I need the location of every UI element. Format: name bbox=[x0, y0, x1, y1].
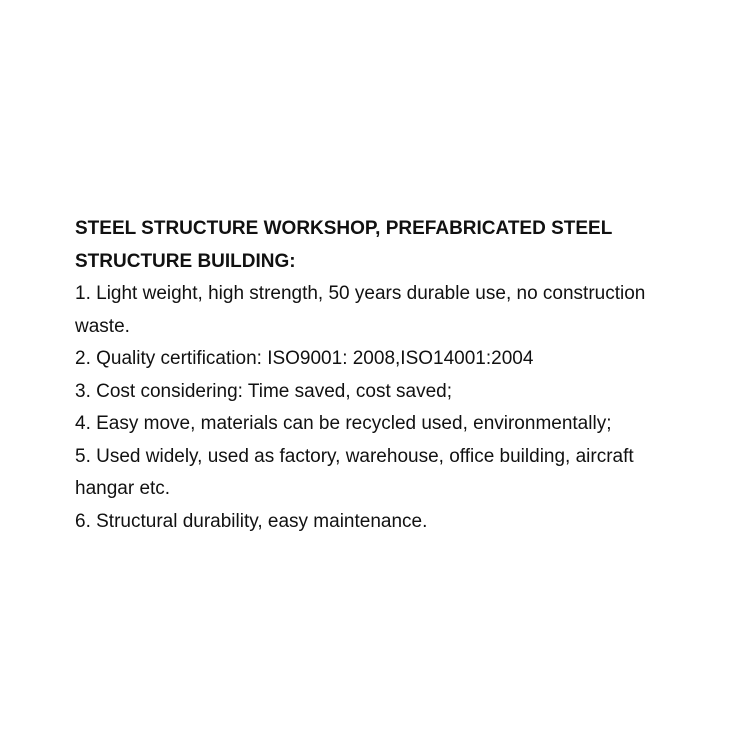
heading-line-1: STEEL STRUCTURE WORKSHOP, PREFABRICATED STEEL bbox=[75, 218, 613, 239]
description-heading bbox=[75, 213, 700, 278]
feature-item-5: 5. Used widely, used as factory, warehouse, office building, aircraft bbox=[75, 445, 634, 467]
feature-item-6: 6. Structural durability, easy maintenance. bbox=[75, 510, 428, 532]
feature-item-4: 4. Easy move, materials can be recycled used, environmentally; bbox=[75, 413, 612, 434]
feature-item-3: 3. Cost considering: Time saved, cost saved; bbox=[75, 380, 453, 402]
feature-item-5-continued: hangar etc. bbox=[75, 478, 171, 499]
feature-item-1: 1. Light weight, high strength, 50 years durable use, no construction bbox=[75, 283, 646, 304]
feature-item-2: 2. Quality certification: ISO9001: 2008,ISO14001:2004 bbox=[75, 348, 534, 369]
heading-line-2: STRUCTURE BUILDING: bbox=[75, 250, 296, 272]
feature-list bbox=[75, 278, 700, 538]
product-description bbox=[75, 213, 700, 538]
feature-item-1-continued: waste. bbox=[75, 315, 130, 337]
